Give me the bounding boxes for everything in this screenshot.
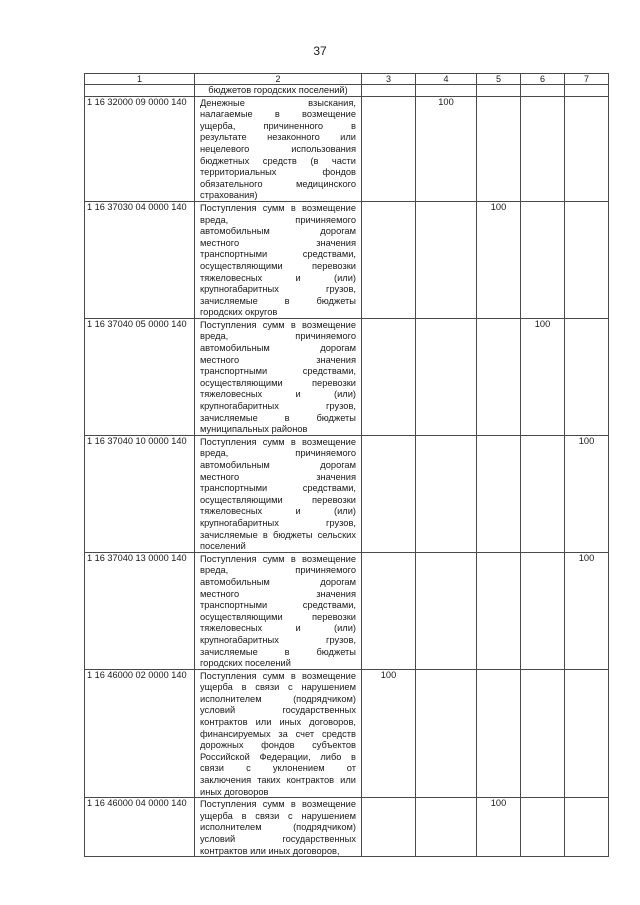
revenue-description bbox=[195, 201, 362, 318]
description-line: зачисляемые в бюджеты bbox=[200, 295, 356, 306]
value-cell: 100 bbox=[565, 435, 609, 552]
description-line: транспортными средствами, bbox=[200, 600, 356, 611]
table-row bbox=[85, 552, 609, 669]
revenue-code: 1 16 37030 04 0000 140 bbox=[85, 201, 195, 318]
value-cell bbox=[362, 318, 416, 435]
description-line: местного значения bbox=[200, 588, 356, 599]
value-cell: 100 bbox=[477, 798, 521, 857]
value-cell bbox=[521, 552, 565, 669]
description-line: налагаемые в возмещение bbox=[200, 109, 356, 120]
description-line: тяжеловесных и (или) bbox=[200, 623, 356, 634]
description-line: условий государственных bbox=[200, 834, 356, 844]
value-cell bbox=[362, 552, 416, 669]
value-cell bbox=[521, 96, 565, 201]
empty-cell bbox=[477, 85, 521, 97]
value-cell bbox=[416, 669, 477, 798]
empty-cell bbox=[565, 85, 609, 97]
description-line: ущерба в связи с нарушением bbox=[200, 682, 356, 693]
table-row bbox=[85, 96, 609, 201]
description-line: страхования) bbox=[200, 190, 258, 201]
table-row bbox=[85, 318, 609, 435]
description-line: исполнителем (подрядчиком) bbox=[200, 693, 356, 704]
value-cell: 100 bbox=[565, 552, 609, 669]
value-cell: 100 bbox=[362, 669, 416, 798]
value-cell bbox=[416, 201, 477, 318]
description-line: крупногабаритных грузов, bbox=[200, 284, 356, 295]
description-line: условий государственных bbox=[200, 705, 356, 716]
description-line: Поступления сумм в возмещение bbox=[200, 670, 356, 681]
description-line: результате незаконного или bbox=[200, 132, 356, 143]
description-line: ущерба, причиненного в bbox=[200, 120, 356, 131]
description-line: транспортными средствами, bbox=[200, 483, 356, 494]
value-cell bbox=[477, 669, 521, 798]
table-row bbox=[85, 435, 609, 552]
value-cell bbox=[565, 201, 609, 318]
continuation-row bbox=[85, 85, 609, 97]
description-line: бюджетных средств (в части bbox=[200, 155, 356, 166]
empty-cell bbox=[416, 85, 477, 97]
continuation-text: бюджетов городских поселений) bbox=[195, 85, 362, 97]
value-cell bbox=[565, 318, 609, 435]
description-line: связи с уклонением от bbox=[200, 763, 356, 774]
value-cell bbox=[565, 798, 609, 857]
value-cell bbox=[416, 435, 477, 552]
value-cell bbox=[477, 435, 521, 552]
description-line: автомобильным дорогам bbox=[200, 460, 356, 470]
description-line: территориальных фондов bbox=[200, 167, 356, 178]
table-row bbox=[85, 669, 609, 798]
value-cell bbox=[521, 201, 565, 318]
revenue-code: 1 16 37040 05 0000 140 bbox=[85, 318, 195, 435]
column-header: 6 bbox=[521, 74, 565, 85]
revenue-code: 1 16 32000 09 0000 140 bbox=[85, 96, 195, 201]
value-cell bbox=[521, 669, 565, 798]
description-line: местного значения bbox=[200, 354, 356, 365]
description-line: Поступления сумм в возмещение bbox=[200, 319, 356, 330]
description-line: ущерба в связи с нарушением bbox=[200, 810, 356, 821]
empty-cell bbox=[85, 85, 195, 97]
description-line: муниципальных районов bbox=[200, 424, 308, 435]
description-line: автомобильным дорогам bbox=[200, 343, 356, 354]
value-cell bbox=[362, 96, 416, 201]
empty-cell bbox=[521, 85, 565, 97]
description-line: осуществляющими перевозки bbox=[200, 494, 356, 505]
table-row bbox=[85, 201, 609, 318]
revenue-description bbox=[195, 435, 362, 552]
description-line: поселений bbox=[200, 541, 246, 552]
description-line: нецелевого использования bbox=[200, 143, 356, 154]
column-header: 1 bbox=[85, 74, 195, 85]
value-cell: 100 bbox=[521, 318, 565, 435]
description-line: автомобильным дорогам bbox=[200, 576, 356, 587]
description-line: Поступления сумм в возмещение bbox=[200, 553, 356, 564]
description-line: городских поселений bbox=[200, 658, 291, 669]
value-cell: 100 bbox=[477, 201, 521, 318]
description-line: зачисляемые в бюджеты bbox=[200, 646, 356, 657]
description-line: вреда, причиняемого bbox=[200, 448, 356, 459]
value-cell bbox=[565, 669, 609, 798]
description-line: Поступления сумм в возмещение bbox=[200, 436, 356, 447]
description-line: иных договоров bbox=[200, 786, 269, 797]
revenue-code: 1 16 46000 02 0000 140 bbox=[85, 669, 195, 798]
description-line: транспортными средствами, bbox=[200, 249, 356, 260]
description-line: Поступления сумм в возмещение bbox=[200, 799, 356, 810]
description-line: вреда, причиняемого bbox=[200, 565, 356, 576]
column-header-row bbox=[85, 74, 609, 85]
value-cell bbox=[477, 96, 521, 201]
value-cell bbox=[416, 798, 477, 857]
value-cell bbox=[416, 552, 477, 669]
value-cell bbox=[362, 435, 416, 552]
value-cell bbox=[477, 552, 521, 669]
description-line: контрактов или иных договоров, bbox=[200, 717, 356, 728]
revenue-description bbox=[195, 798, 362, 857]
empty-cell bbox=[362, 85, 416, 97]
column-header: 4 bbox=[416, 74, 477, 85]
value-cell bbox=[362, 201, 416, 318]
description-line: крупногабаритных грузов, bbox=[200, 634, 356, 645]
revenue-code: 1 16 37040 10 0000 140 bbox=[85, 435, 195, 552]
description-line: Денежные взыскания, bbox=[200, 97, 356, 108]
column-header: 3 bbox=[362, 74, 416, 85]
description-line: тяжеловесных и (или) bbox=[200, 272, 356, 283]
revenue-description bbox=[195, 669, 362, 798]
value-cell bbox=[477, 318, 521, 435]
value-cell: 100 bbox=[416, 96, 477, 201]
description-line: крупногабаритных грузов, bbox=[200, 401, 356, 412]
description-line: обязательного медицинского bbox=[200, 178, 356, 189]
description-line: тяжеловесных и (или) bbox=[200, 389, 356, 400]
revenue-code: 1 16 46000 04 0000 140 bbox=[85, 798, 195, 857]
revenue-description bbox=[195, 318, 362, 435]
description-line: финансируемых за счет средств bbox=[200, 728, 356, 739]
description-line: исполнителем (подрядчиком) bbox=[200, 822, 356, 833]
revenue-table bbox=[84, 73, 609, 857]
description-line: тяжеловесных и (или) bbox=[200, 506, 356, 517]
description-line: осуществляющими перевозки bbox=[200, 260, 356, 271]
table-row bbox=[85, 798, 609, 857]
value-cell bbox=[565, 96, 609, 201]
description-line: транспортными средствами, bbox=[200, 366, 356, 377]
revenue-description bbox=[195, 552, 362, 669]
description-line: осуществляющими перевозки bbox=[200, 611, 356, 622]
description-line: осуществляющими перевозки bbox=[200, 377, 356, 388]
revenue-code: 1 16 37040 13 0000 140 bbox=[85, 552, 195, 669]
column-header: 7 bbox=[565, 74, 609, 85]
description-line: заключения таких контрактов или bbox=[200, 775, 356, 786]
description-line: зачисляемые в бюджеты bbox=[200, 412, 356, 423]
value-cell bbox=[521, 435, 565, 552]
description-line: Поступления сумм в возмещение bbox=[200, 202, 356, 213]
description-line: дорожных фондов субъектов bbox=[200, 740, 356, 751]
description-line: Российской Федерации, либо в bbox=[200, 751, 356, 762]
description-line: зачисляемые в бюджеты сельских bbox=[200, 529, 356, 540]
description-line: местного значения bbox=[200, 237, 356, 248]
description-line: вреда, причиняемого bbox=[200, 331, 356, 342]
description-line: контрактов или иных договоров, bbox=[200, 845, 340, 856]
column-header: 5 bbox=[477, 74, 521, 85]
page-number: 37 bbox=[313, 44, 327, 58]
description-line: городских округов bbox=[200, 307, 278, 318]
column-header: 2 bbox=[195, 74, 362, 85]
description-line: местного значения bbox=[200, 471, 356, 482]
description-line: автомобильным дорогам bbox=[200, 226, 356, 237]
description-line: крупногабаритных грузов, bbox=[200, 517, 356, 528]
value-cell bbox=[521, 798, 565, 857]
description-line: вреда, причиняемого bbox=[200, 214, 356, 225]
value-cell bbox=[416, 318, 477, 435]
value-cell bbox=[362, 798, 416, 857]
revenue-description bbox=[195, 96, 362, 201]
